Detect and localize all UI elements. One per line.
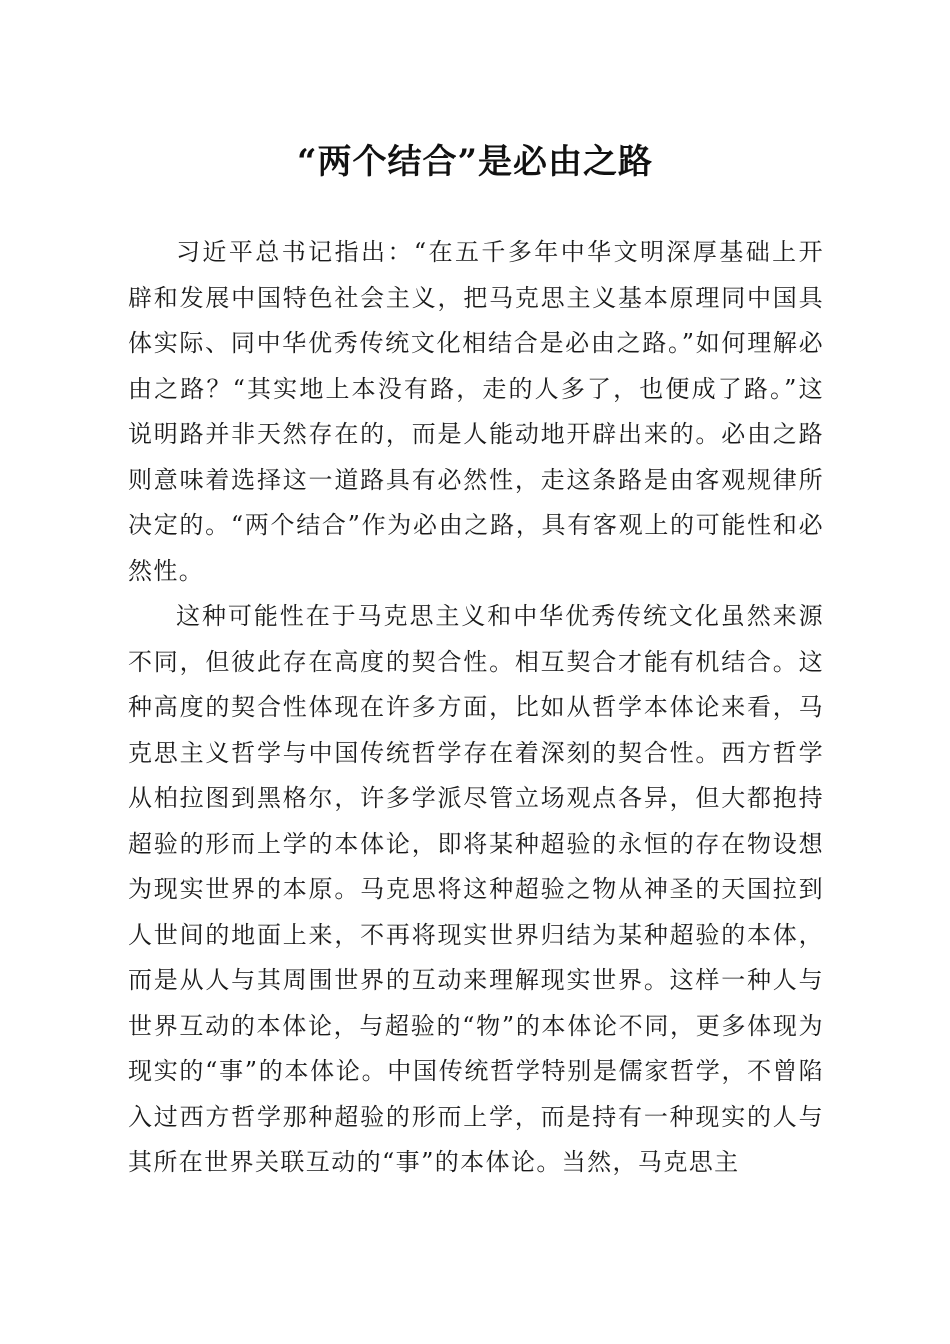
document-title: “两个结合”是必由之路 bbox=[296, 142, 654, 182]
document-body bbox=[128, 230, 824, 1186]
paragraph: 习近平总书记指出：“在五千多年中华文明深厚基础上开辟和发展中国特色社会主义，把马克思主义基本原理同中国具体实际、同中华优秀传统文化相结合是必由之路。”如何理解必由之路？“其实地上本没有路，走的人多了，也便成了路。”这说明路并非天然存在的，而是人能动地开辟出来的。必由之路则意味着选择这一道路具有必然性，走这条路是由客观规律所决定的。“两个结合”作为必由之路，具有客观上的可能性和必然性。 bbox=[128, 238, 824, 585]
paragraph: 这种可能性在于马克思主义和中华优秀传统文化虽然来源不同，但彼此存在高度的契合性。相互契合才能有机结合。这种高度的契合性体现在许多方面，比如从哲学本体论来看，马克思主义哲学与中国传统哲学存在着深刻的契合性。西方哲学从柏拉图到黑格尔，许多学派尽管立场观点各异，但大都抱持超验的形而上学的本体论，即将某种超验的永恒的存在物设想为现实世界的本原。马克思将这种超验之物从神圣的天国拉到人世间的地面上来，不再将现实世界归结为某种超验的本体，而是从人与其周围世界的互动来理解现实世界。这样一种人与世界互动的本体论，与超验的“物”的本体论不同，更多体现为现实的“事”的本体论。中国传统哲学特别是儒家哲学，不曾陷入过西方哲学那种超验的形而上学，而是持有一种现实的人与其所在世界关联互动的“事”的本体论。当然，马克思主 bbox=[128, 602, 824, 1176]
